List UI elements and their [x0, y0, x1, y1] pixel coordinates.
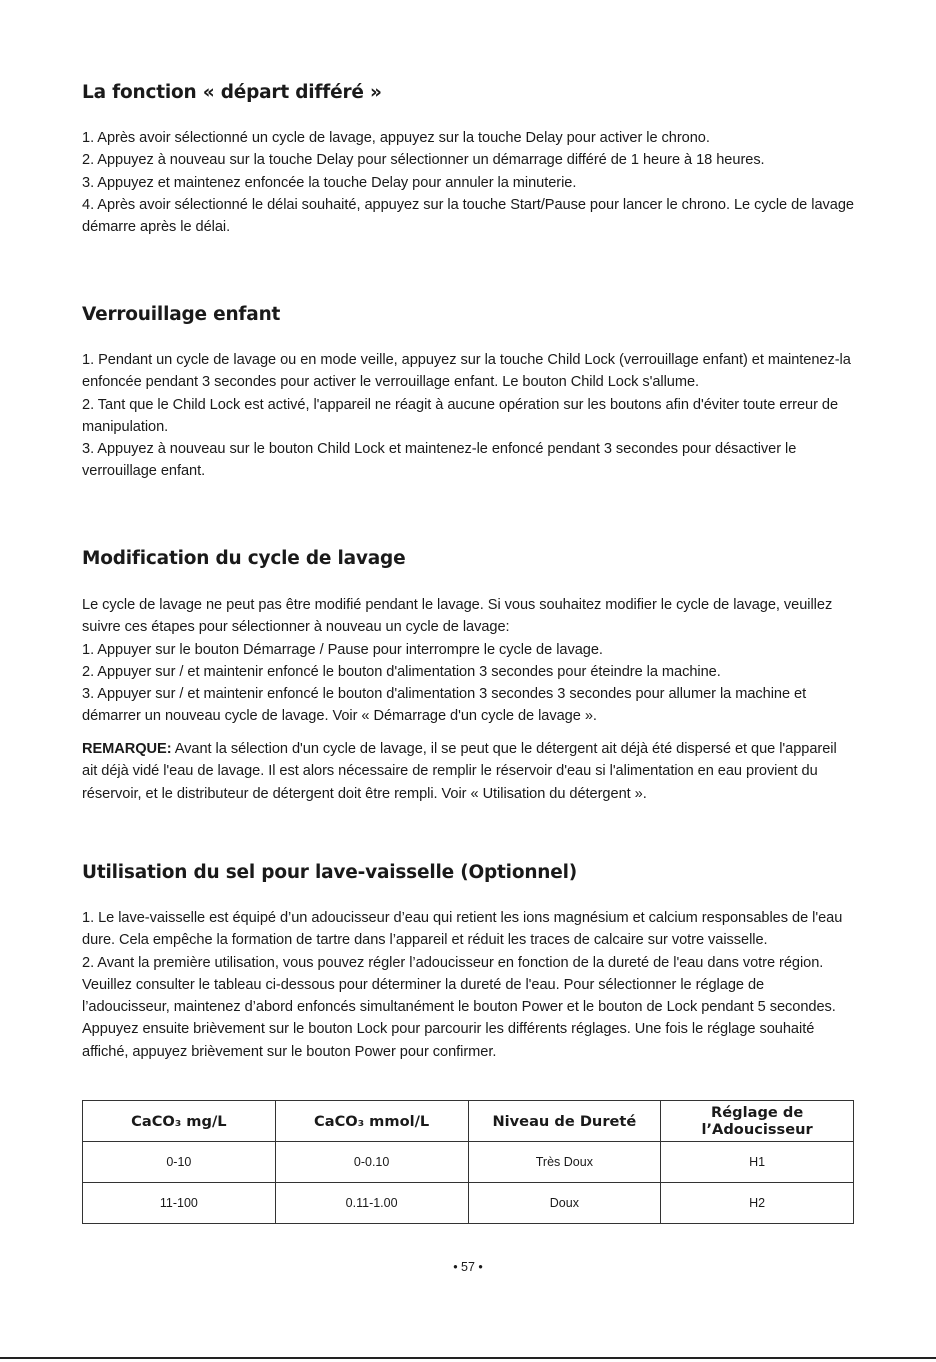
table-cell: Doux	[468, 1183, 661, 1224]
table-cell: H2	[661, 1183, 854, 1224]
table-row	[83, 1183, 854, 1224]
list-item: 3. Appuyez à nouveau sur le bouton Child Lock et maintenez-le enfoncé pendant 3 secondes pour désactiver le verrouillage enfant.	[82, 441, 797, 480]
table-header-cell: CaCO₃ mmol/L	[275, 1101, 468, 1142]
list-item: 1. Le lave-vaisselle est équipé d’un adoucisseur d’eau qui retient les ions magnésium et calcium responsables de l'eau dure. Cela empêche la formation de tartre dans l’appareil et réduit les traces de calcaire sur votre vaisselle.	[82, 910, 843, 949]
list-item: 4. Après avoir sélectionné le délai souhaité, appuyez sur la touche Start/Pause pour lancer le chrono. Le cycle de lavage démarre après le délai.	[82, 196, 854, 236]
table-cell: 0-10	[83, 1142, 276, 1183]
table-cell: 11-100	[83, 1183, 276, 1224]
list-item: 2. Appuyez à nouveau sur la touche Delay pour sélectionner un démarrage différé de 1 heure à 18 heures.	[82, 152, 765, 169]
section-body-delay	[82, 127, 854, 238]
section-body-salt	[82, 907, 854, 1063]
note-paragraph	[82, 738, 854, 805]
table-cell: Très Doux	[468, 1142, 661, 1183]
table-header-cell: CaCO₃ mg/L	[83, 1101, 276, 1142]
table-cell: 0.11-1.00	[275, 1183, 468, 1224]
list-item: 1. Pendant un cycle de lavage ou en mode veille, appuyez sur la touche Child Lock (verrouillage enfant) et maintenez-la enfoncée pendant 3 secondes pour activer le verrouillage enfant. Le bouton Child Lock s'allume.	[82, 352, 851, 391]
table-header-row	[83, 1101, 854, 1142]
list-item: 3. Appuyer sur / et maintenir enfoncé le bouton d'alimentation 3 secondes 3 secondes pour allumer la machine et démarrer un nouveau cycle de lavage. Voir « Démarrage d'un cycle de lavage ».	[82, 686, 807, 725]
list-item: 3. Appuyez et maintenez enfoncée la touche Delay pour annuler la minuterie.	[82, 174, 577, 191]
table-header-cell: Niveau de Dureté	[468, 1101, 661, 1142]
bottom-divider	[0, 1357, 936, 1359]
section-title-salt: Utilisation du sel pour lave-vaisselle (Optionnel)	[82, 862, 578, 883]
section-title-modify-cycle: Modification du cycle de lavage	[82, 548, 406, 569]
table-header-cell: Réglage de l’Adoucisseur	[661, 1101, 854, 1142]
table-row	[83, 1142, 854, 1183]
table-cell: H1	[661, 1142, 854, 1183]
list-item: 2. Avant la première utilisation, vous pouvez régler l’adoucisseur en fonction de la dureté de l'eau dans votre région. Veuillez consulter le tableau ci-dessous pour déterminer la dureté de l'eau. Pour sélectionner le réglage de l’adoucisseur, maintenez d’abord enfoncés simultanément le bouton Power et le bouton de Lock pendant 5 secondes. Appuyez ensuite brièvement sur le bouton Lock pour parcourir les différents réglages. Une fois le réglage souhaité affiché, appuyez brièvement sur le bouton Power pour confirmer.	[82, 954, 836, 1060]
section-body-modify-cycle	[82, 594, 854, 728]
list-item: 2. Appuyer sur / et maintenir enfoncé le bouton d'alimentation 3 secondes pour éteindre la machine.	[82, 663, 721, 680]
list-item: Le cycle de lavage ne peut pas être modifié pendant le lavage. Si vous souhaitez modifier le cycle de lavage, veuillez suivre ces étapes pour sélectionner à nouveau un cycle de lavage:	[82, 597, 833, 636]
table-cell: 0-0.10	[275, 1142, 468, 1183]
list-item: 1. Après avoir sélectionné un cycle de lavage, appuyez sur la touche Delay pour activer le chrono.	[82, 130, 710, 146]
page-number: • 57 •	[453, 1260, 483, 1274]
list-item: 1. Appuyer sur le bouton Démarrage / Pause pour interrompre le cycle de lavage.	[82, 641, 603, 658]
section-title-child-lock: Verrouillage enfant	[82, 304, 281, 325]
section-body-child-lock	[82, 349, 854, 483]
water-hardness-table	[82, 1100, 854, 1224]
section-title-delay: La fonction « départ différé »	[82, 82, 382, 103]
note-text: Avant la sélection d'un cycle de lavage, il se peut que le détergent ait déjà été dispersé et que l'appareil ait déjà vidé l'eau de lavage. Il est alors nécessaire de remplir le réservoir d'eau si l'alimentation en eau provient du réservoir, et le distributeur de détergent doit être rempli. Voir « Utilisation du détergent ».	[82, 741, 837, 802]
list-item: 2. Tant que le Child Lock est activé, l'appareil ne réagit à aucune opération sur les boutons afin d'éviter toute erreur de manipulation.	[82, 396, 839, 435]
note-label: REMARQUE:	[82, 741, 172, 757]
